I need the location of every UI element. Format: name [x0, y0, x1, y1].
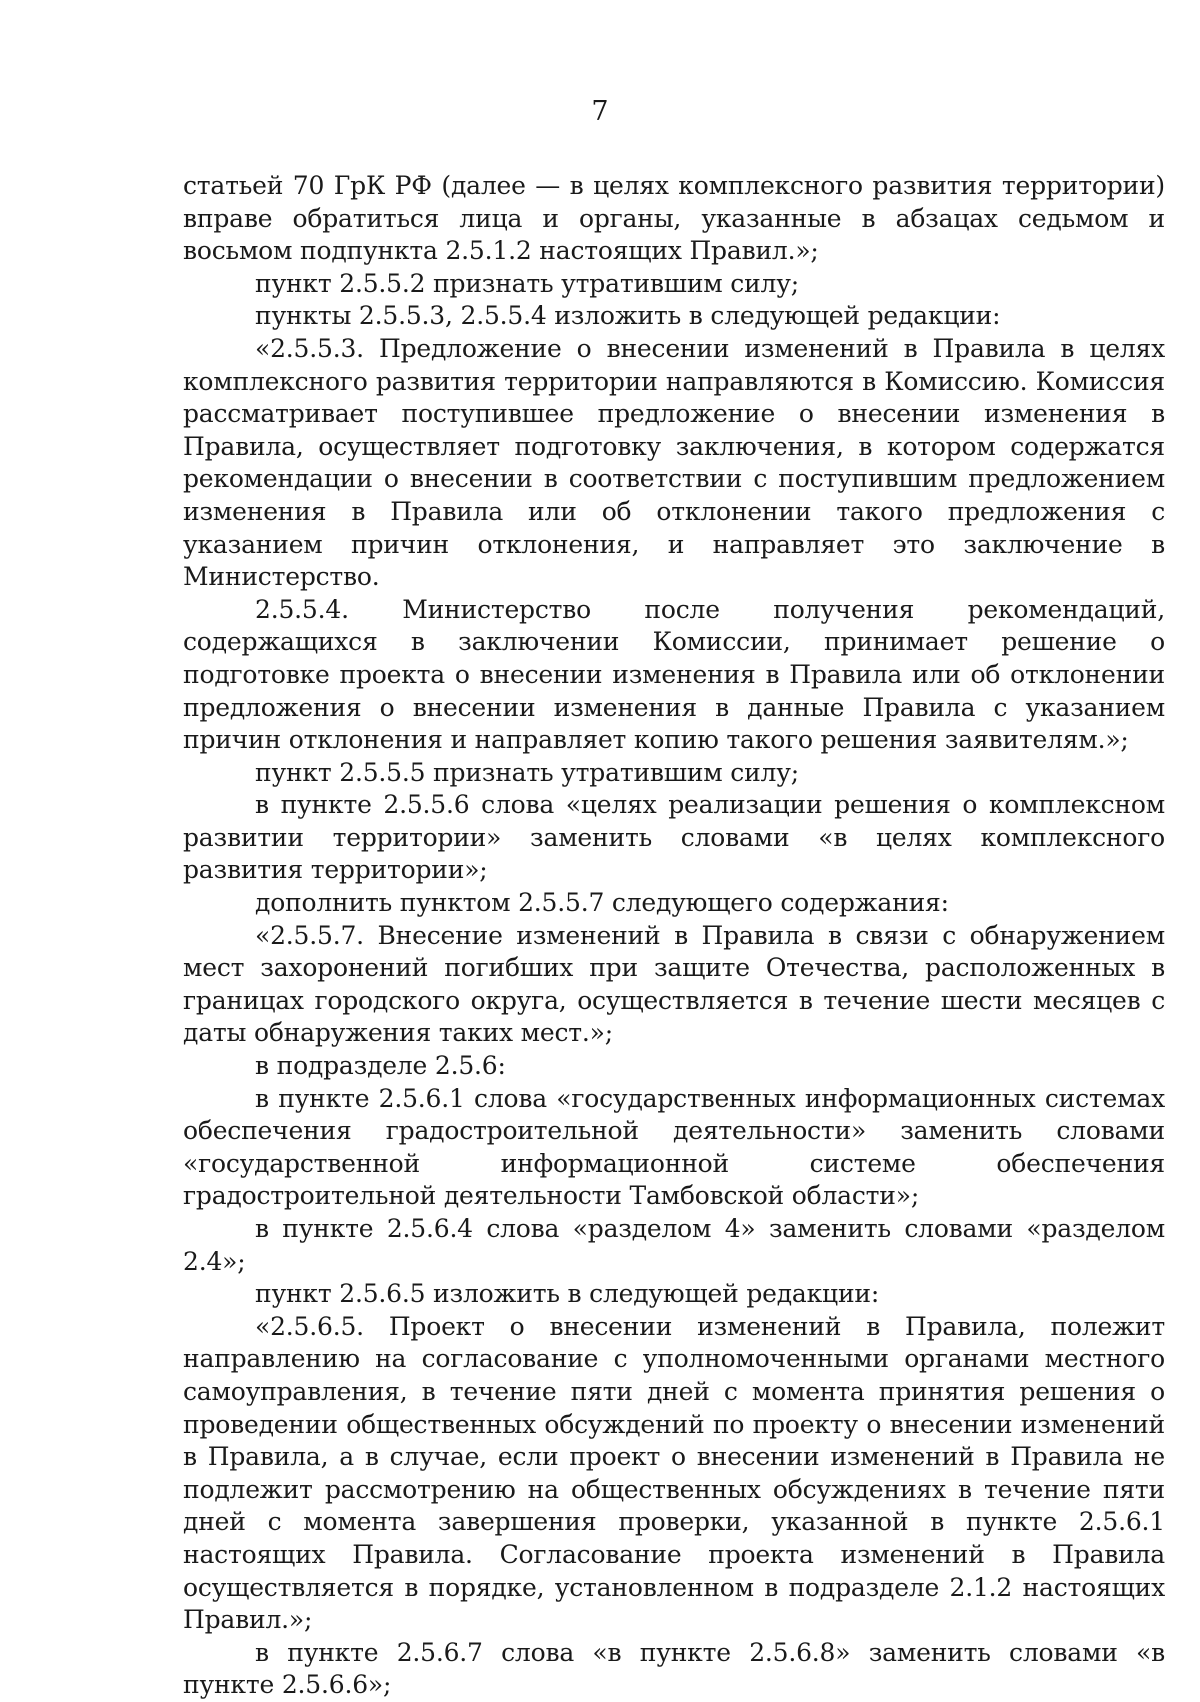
- paragraph: «2.5.5.7. Внесение изменений в Правила в связи с обнаружением мест захоронений погибших при защите Отечества, расположенных в границах городского округа, осуществляется в течение шести месяцев с даты обнаружения таких мест.»;: [183, 920, 1165, 1048]
- paragraph: пункты 2.5.5.3, 2.5.5.4 изложить в следующей редакции:: [255, 301, 1001, 331]
- paragraph: «2.5.6.5. Проект о внесении изменений в Правила, полежит направлению на согласование с уполномоченными органами местного самоуправления, в течение пяти дней с момента принятия решения о проведении общественных обсуждений по проекту о внесении изменений в Правила, а в случае, если проект о внесении изменений в Правила не подлежит рассмотрению на общественных обсуждениях в течение пяти дней с момента завершения проверки, указанной в пункте 2.5.6.1 настоящих Правила. Согласование проекта изменений в Правила осуществляется в порядке, установленном в подразделе 2.1.2 настоящих Правил.»;: [183, 1311, 1165, 1635]
- paragraph: пункт 2.5.5.5 признать утратившим силу;: [255, 757, 799, 787]
- paragraph: в пункте 2.5.6.4 слова «разделом 4» заменить словами «разделом 2.4»;: [183, 1214, 1165, 1276]
- page-number: 7: [591, 96, 609, 127]
- document-body: [183, 170, 1165, 1702]
- paragraph: в подразделе 2.5.6:: [255, 1051, 506, 1081]
- paragraph: пункт 2.5.6.5 изложить в следующей редакции:: [255, 1279, 880, 1309]
- paragraph: в пункте 2.5.6.1 слова «государственных информационных системах обеспечения градостроительной деятельности» заменить словами «государственной информационной системе обеспечения градостроительной деятельности Тамбовской области»;: [183, 1083, 1165, 1211]
- paragraph: дополнить пунктом 2.5.5.7 следующего содержания:: [255, 888, 949, 918]
- paragraph: в пункте 2.5.6.7 слова «в пункте 2.5.6.8» заменить словами «в пункте 2.5.6.6»;: [183, 1637, 1165, 1700]
- paragraph: пункт 2.5.5.2 признать утратившим силу;: [255, 268, 799, 298]
- paragraph: в пункте 2.5.5.6 слова «целях реализации решения о комплексном развитии территории» заменить словами «в целях комплексного развития территории»;: [183, 790, 1165, 885]
- paragraph: «2.5.5.3. Предложение о внесении изменений в Правила в целях комплексного развития территории направляются в Комиссию. Комиссия рассматривает поступившее предложение о внесении изменения в Правила, осуществляет подготовку заключения, в котором содержатся рекомендации о внесении в соответствии с поступившим предложением изменения в Правила или об отклонении такого предложения с указанием причин отклонения, и направляет это заключение в Министерство.: [183, 333, 1165, 592]
- paragraph: статьей 70 ГрК РФ (далее — в целях комплексного развития территории) вправе обратиться лица и органы, указанные в абзацах седьмом и восьмом подпункта 2.5.1.2 настоящих Правил.»;: [183, 171, 1165, 266]
- paragraph: 2.5.5.4. Министерство после получения рекомендаций, содержащихся в заключении Комиссии, принимает решение о подготовке проекта о внесении изменения в Правила или об отклонении предложения о внесении изменения в данные Правила с указанием причин отклонения и направляет копию такого решения заявителям.»;: [183, 594, 1165, 755]
